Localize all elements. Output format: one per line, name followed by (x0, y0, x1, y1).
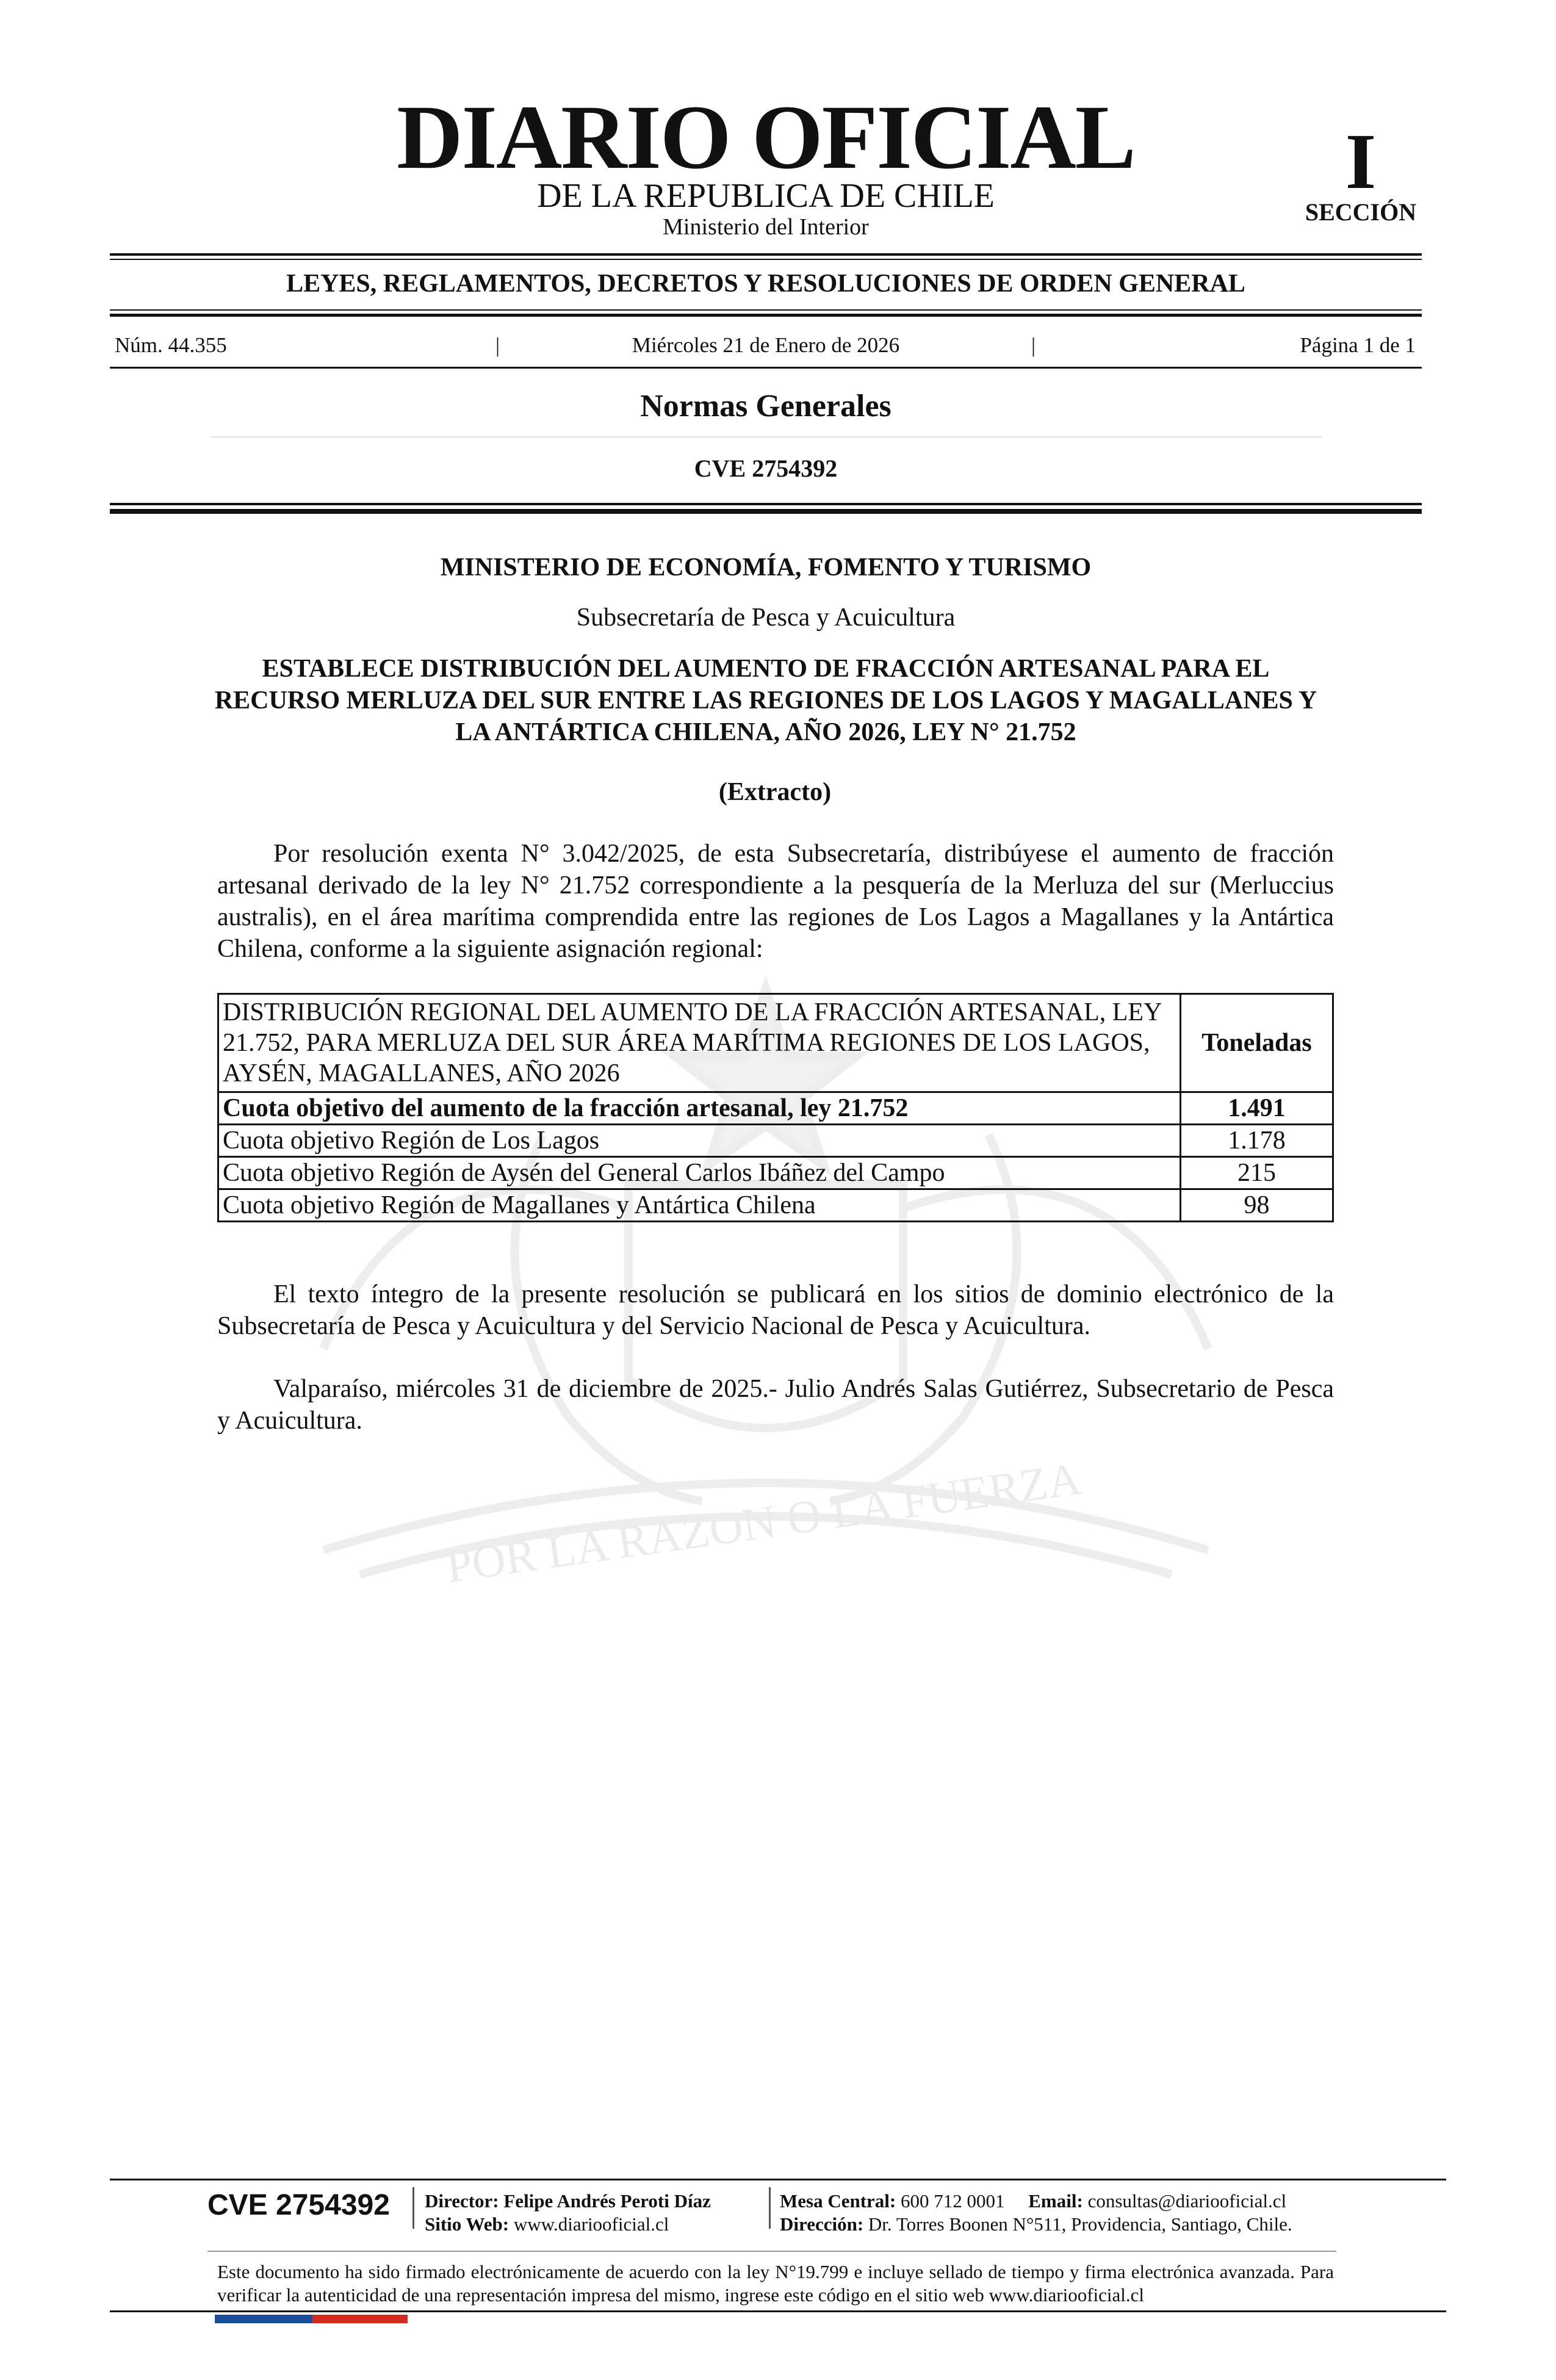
paragraph-signature (217, 1373, 1334, 1437)
paragraph-intro-text: Por resolución exenta N° 3.042/2025, de esta Subsecretaría, distribúyese el aumento de fracción artesanal derivado de la ley N° 21.752 correspondiente a la pesquería de la Merluza del sur (Merluccius australis), en el área marítima comprendida entre las regiones de Los Lagos a Magallanes y la Antártica Chilena, conforme a la siguiente asignación regional: (217, 840, 1334, 963)
category-rule (110, 309, 1422, 311)
footer-legal-note: Este documento ha sido firmado electrónicamente de acuerdo con la ley N°19.799 e incluye sellado de tiempo y firma electrónica avanzada. Para verificar la autenticidad de una representación impresa del mismo, ingrese este código en el sitio web www.diariooficial.cl (217, 2261, 1334, 2306)
issue-number: Núm. 44.355 (115, 333, 227, 357)
footer-address (780, 2213, 1292, 2236)
footer-divider (769, 2187, 771, 2229)
meta-separator: | (1031, 333, 1036, 357)
flag-stripe-red (312, 2315, 408, 2323)
body-rule-thick (110, 509, 1422, 514)
paragraph-signature-text: Valparaíso, miércoles 31 de diciembre de 2025.- Julio Andrés Salas Gutiérrez, Subsecretario de Pesca y Acuicultura. (217, 1375, 1334, 1435)
table-row (218, 1092, 1333, 1125)
header-rule (110, 253, 1422, 256)
resolution-title: ESTABLECE DISTRIBUCIÓN DEL AUMENTO DE FRACCIÓN ARTESANAL PARA EL RECURSO MERLUZA DEL SUR ENTRE LAS REGIONES DE LOS LAGOS Y MAGALLANES Y LA ANTÁRTICA CHILENA, AÑO 2026, LEY N° 21.752 (214, 655, 1317, 746)
footer-website (425, 2213, 669, 2236)
category-rule-thick (110, 314, 1422, 317)
phone-label: Mesa Central: (780, 2190, 896, 2212)
page-indicator: Página 1 de 1 (1300, 333, 1416, 357)
masthead-title: DIARIO OFICIAL (397, 87, 1135, 188)
category-heading: LEYES, REGLAMENTOS, DECRETOS Y RESOLUCIONES DE ORDEN GENERAL (286, 270, 1245, 298)
footer-inner-rule (207, 2251, 1336, 2252)
section-heading: Normas Generales (640, 389, 891, 424)
table-row-label: Cuota objetivo Región de Magallanes y Antártica Chilena (218, 1189, 1181, 1222)
paragraph-publication (217, 1278, 1334, 1342)
extract-label: (Extracto) (718, 778, 832, 806)
website-label: Sitio Web: (425, 2213, 510, 2235)
phone-number: 600 712 0001 (901, 2190, 1005, 2212)
director-name: Felipe Andrés Peroti Díaz (503, 2190, 711, 2212)
table-row-value: 215 (1181, 1157, 1333, 1189)
document-subsecretaria: Subsecretaría de Pesca y Acuicultura (576, 604, 956, 632)
header-rule-thin (110, 259, 1422, 260)
distribution-table (217, 993, 1334, 1222)
meta-separator: | (495, 333, 500, 357)
table-row (218, 1125, 1333, 1157)
table-header-unit: Toneladas (1181, 994, 1333, 1092)
table-row-label: Cuota objetivo Región de Los Lagos (218, 1125, 1181, 1157)
table-row-label: Cuota objetivo del aumento de la fracción artesanal, ley 21.752 (218, 1092, 1181, 1125)
watermark-motto: POR LA RAZON O LA FUERZA (443, 1452, 1084, 1593)
address-text: Dr. Torres Boonen N°511, Providencia, Santiago, Chile. (868, 2213, 1292, 2235)
address-label: Dirección: (780, 2213, 864, 2235)
section-heading-underline (211, 436, 1322, 438)
meta-rule (110, 367, 1422, 369)
table-row-value: 98 (1181, 1189, 1333, 1222)
table-row-label: Cuota objetivo Región de Aysén del General Carlos Ibáñez del Campo (218, 1157, 1181, 1189)
table-row (218, 1157, 1333, 1189)
document-ministry: MINISTERIO DE ECONOMÍA, FOMENTO Y TURISMO (440, 554, 1092, 582)
issue-date: Miércoles 21 de Enero de 2026 (632, 333, 900, 357)
footer-rule (110, 2179, 1446, 2180)
email-label: Email: (1028, 2190, 1083, 2212)
cve-code: CVE 2754392 (694, 455, 838, 482)
footer-bottom-rule (110, 2310, 1446, 2312)
flag-stripe-blue (215, 2315, 312, 2323)
paragraph-publication-text: El texto íntegro de la presente resolución se publicará en los sitios de dominio electrónico de la Subsecretaría de Pesca y Acuicultura y del Servicio Nacional de Pesca y Acuicultura. (217, 1280, 1334, 1340)
table-header-description: DISTRIBUCIÓN REGIONAL DEL AUMENTO DE LA FRACCIÓN ARTESANAL, LEY 21.752, PARA MERLUZA DEL SUR ÁREA MARÍTIMA REGIONES DE LOS LAGOS, AYSÉN, MAGALLANES, AÑO 2026 (218, 994, 1181, 1092)
section-number: I (1345, 118, 1377, 206)
table-row-value: 1.491 (1181, 1092, 1333, 1125)
email-link[interactable]: consultas@diariooficial.cl (1087, 2190, 1287, 2212)
footer-contact (780, 2190, 1286, 2213)
table-row-value: 1.178 (1181, 1125, 1333, 1157)
table-row (218, 1189, 1333, 1222)
paragraph-intro (217, 838, 1334, 965)
masthead-ministry: Ministerio del Interior (663, 214, 869, 240)
section-label: SECCIÓN (1305, 198, 1417, 226)
footer-cve: CVE 2754392 (207, 2189, 390, 2221)
masthead-subtitle: DE LA REPUBLICA DE CHILE (537, 177, 995, 215)
table-header-row (218, 994, 1333, 1092)
body-rule (110, 503, 1422, 505)
footer-divider (412, 2187, 414, 2229)
footer-director (425, 2190, 711, 2213)
website-link[interactable]: www.diariooficial.cl (513, 2213, 669, 2235)
director-label: Director: (425, 2190, 499, 2212)
